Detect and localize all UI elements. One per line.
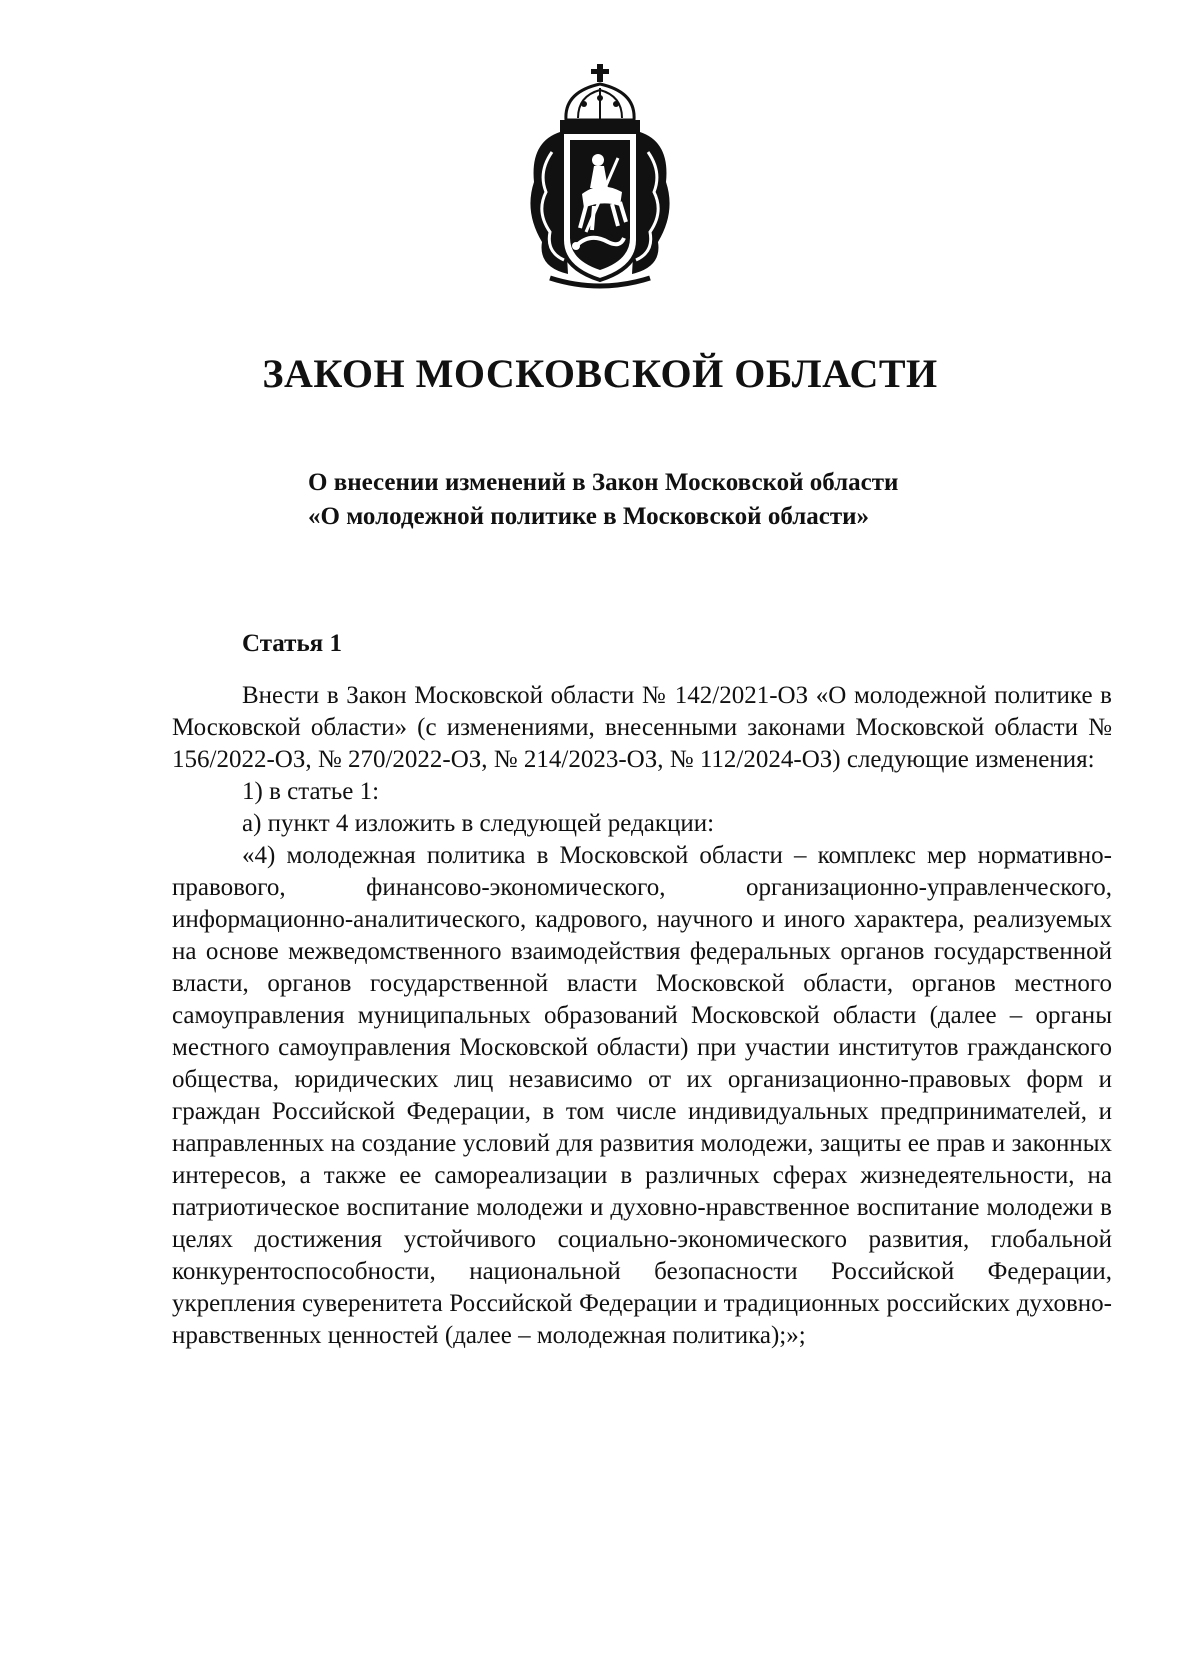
- item-1: 1) в статье 1:: [242, 778, 380, 805]
- moscow-oblast-coat-of-arms-icon: [520, 62, 680, 290]
- item-a: а) пункт 4 изложить в следующей редакции:: [242, 810, 715, 837]
- document-body: [172, 680, 1112, 1352]
- article-heading: Статья 1: [242, 630, 342, 657]
- document-title: ЗАКОН МОСКОВСКОЙ ОБЛАСТИ: [262, 351, 938, 396]
- subtitle-line-1: О внесении изменений в Закон Московской области: [308, 469, 899, 496]
- subtitle-line-2: «О молодежной политике в Московской области»: [308, 503, 869, 530]
- document-subtitle: [308, 466, 1008, 534]
- quoted-definition-paragraph: «4) молодежная политика в Московской области – комплекс мер нормативно-правового, финансово-экономического, организационно-управленческого, информационно-аналитического, кадрового, научного и иного характера, реализуемых на основе межведомственного взаимодействия федеральных органов государственной власти, органов государственной власти Московской области, органов местного самоуправления муниципальных образований Московской области (далее – органы местного самоуправления Московской области) при участии институтов гражданского общества, юридических лиц независимо от их организационно-правовых форм и граждан Российской Федерации, в том числе индивидуальных предпринимателей, и направленных на создание условий для развития молодежи, защиты ее прав и законных интересов, а также ее самореализации в различных сферах жизнедеятельности, на патриотическое воспитание молодежи и духовно-нравственное воспитание молодежи в целях достижения устойчивого социально-экономического развития, глобальной конкурентоспособности, национальной безопасности Российской Федерации, укрепления суверенитета Российской Федерации и традиционных российских духовно-нравственных ценностей (далее – молодежная политика);»;: [172, 842, 1112, 1349]
- intro-paragraph: Внести в Закон Московской области № 142/2021-ОЗ «О молодежной политике в Московской области» (с изменениями, внесенными законами Московской области № 156/2022-ОЗ, № 270/2022-ОЗ, № 214/2023-ОЗ, № 112/2024-ОЗ) следующие изменения:: [172, 682, 1112, 773]
